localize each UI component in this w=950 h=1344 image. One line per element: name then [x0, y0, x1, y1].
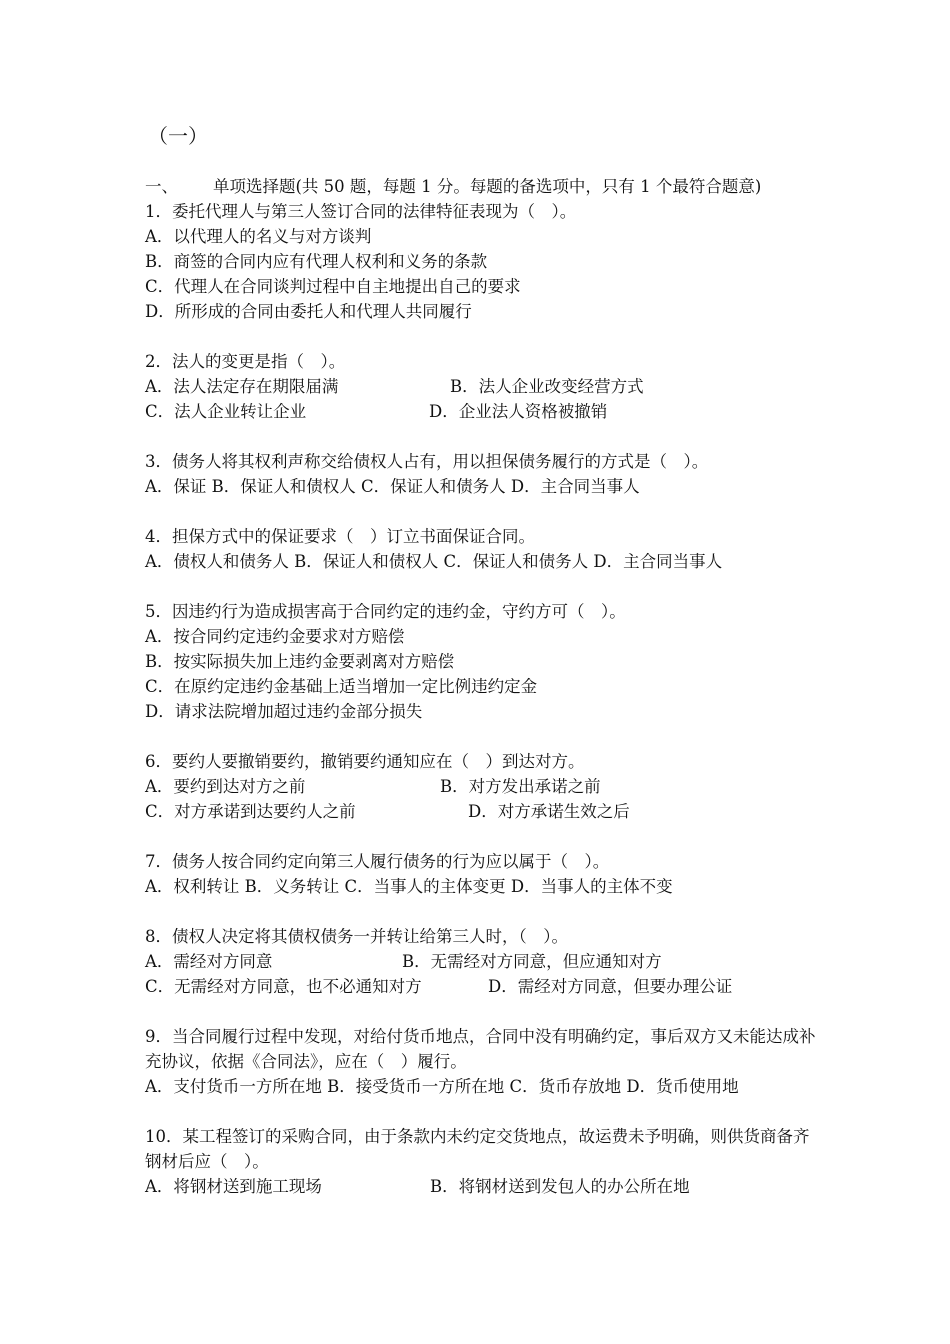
question-3-options: A．保证 B．保证人和债权人 C．保证人和债务人 D．主合同当事人 [145, 477, 640, 496]
question-6-option-d: D．对方承诺生效之后 [468, 802, 630, 821]
question-1-option-a: A．以代理人的名义与对方谈判 [145, 227, 372, 246]
question-2-option-c: C．法人企业转让企业 [145, 402, 307, 421]
question-2-option-b: B．法人企业改变经营方式 [450, 377, 644, 396]
question-2-option-a: A．法人法定存在期限届满 [145, 377, 339, 396]
question-6-option-b: B．对方发出承诺之前 [440, 777, 601, 796]
question-5-option-a: A．按合同约定违约金要求对方赔偿 [145, 627, 405, 646]
question-5-stem: 5．因违约行为造成损害高于合同约定的违约金，守约方可（ ）。 [145, 602, 626, 621]
section-heading [145, 174, 825, 199]
question-10-option-a: A．将钢材送到施工现场 [145, 1177, 322, 1196]
section-number: 一、 [145, 177, 178, 196]
question-5-option-b: B．按实际损失加上违约金要剥离对方赔偿 [145, 652, 455, 671]
question-1-option-c: C．代理人在合同谈判过程中自主地提出自己的要求 [145, 277, 521, 296]
question-8-option-a: A．需经对方同意 [145, 952, 273, 971]
question-9-options: A．支付货币一方所在地 B．接受货币一方所在地 C．货币存放地 D．货币使用地 [145, 1077, 739, 1096]
document-body [145, 174, 825, 1199]
question-6-option-c: C．对方承诺到达要约人之前 [145, 802, 356, 821]
question-6-option-a: A．要约到达对方之前 [145, 777, 306, 796]
question-3-stem: 3．债务人将其权利声称交给债权人占有，用以担保债务履行的方式是（ ）。 [145, 452, 709, 471]
question-5-option-d: D．请求法院增加超过违约金部分损失 [145, 702, 423, 721]
question-5-option-c: C．在原约定违约金基础上适当增加一定比例违约定金 [145, 677, 538, 696]
question-4-options: A．债权人和债务人 B．保证人和债权人 C．保证人和债务人 D．主合同当事人 [145, 552, 723, 571]
question-6-stem: 6．要约人要撤销要约，撤销要约通知应在（ ）到达对方。 [145, 752, 585, 771]
question-4-stem: 4．担保方式中的保证要求（ ）订立书面保证合同。 [145, 527, 535, 546]
question-9-stem: 9．当合同履行过程中发现，对给付货币地点，合同中没有明确约定，事后双方又未能达成补充协议，依据《合同法》，应在（ ）履行。 [145, 1027, 816, 1071]
document-title: （一） [148, 124, 208, 148]
question-1-option-b: B．商签的合同内应有代理人权利和义务的条款 [145, 252, 488, 271]
question-1-option-d: D．所形成的合同由委托人和代理人共同履行 [145, 302, 472, 321]
question-7-stem: 7．债务人按合同约定向第三人履行债务的行为应以属于（ ）。 [145, 852, 610, 871]
question-10-stem: 10．某工程签订的采购合同，由于条款内未约定交货地点，故运费未予明确，则供货商备齐钢材后应（ ）。 [145, 1127, 810, 1171]
section-text: 单项选择题(共 50 题，每题 1 分。每题的备选项中，只有 1 个最符合题意) [213, 177, 762, 196]
question-8-option-c: C．无需经对方同意，也不必通知对方 [145, 977, 422, 996]
question-1-stem: 1．委托代理人与第三人签订合同的法律特征表现为（ ）。 [145, 202, 577, 221]
question-7-options: A．权利转让 B．义务转让 C．当事人的主体变更 D．当事人的主体不变 [145, 877, 673, 896]
question-10-option-b: B．将钢材送到发包人的办公所在地 [430, 1177, 690, 1196]
question-2-stem: 2．法人的变更是指（ ）。 [145, 352, 346, 371]
question-8-option-b: B．无需经对方同意，但应通知对方 [402, 952, 662, 971]
question-8-option-d: D．需经对方同意，但要办理公证 [488, 977, 733, 996]
question-2-option-d: D．企业法人资格被撤销 [429, 402, 608, 421]
question-8-stem: 8．债权人决定将其债权债务一并转让给第三人时，（ ）。 [145, 927, 568, 946]
